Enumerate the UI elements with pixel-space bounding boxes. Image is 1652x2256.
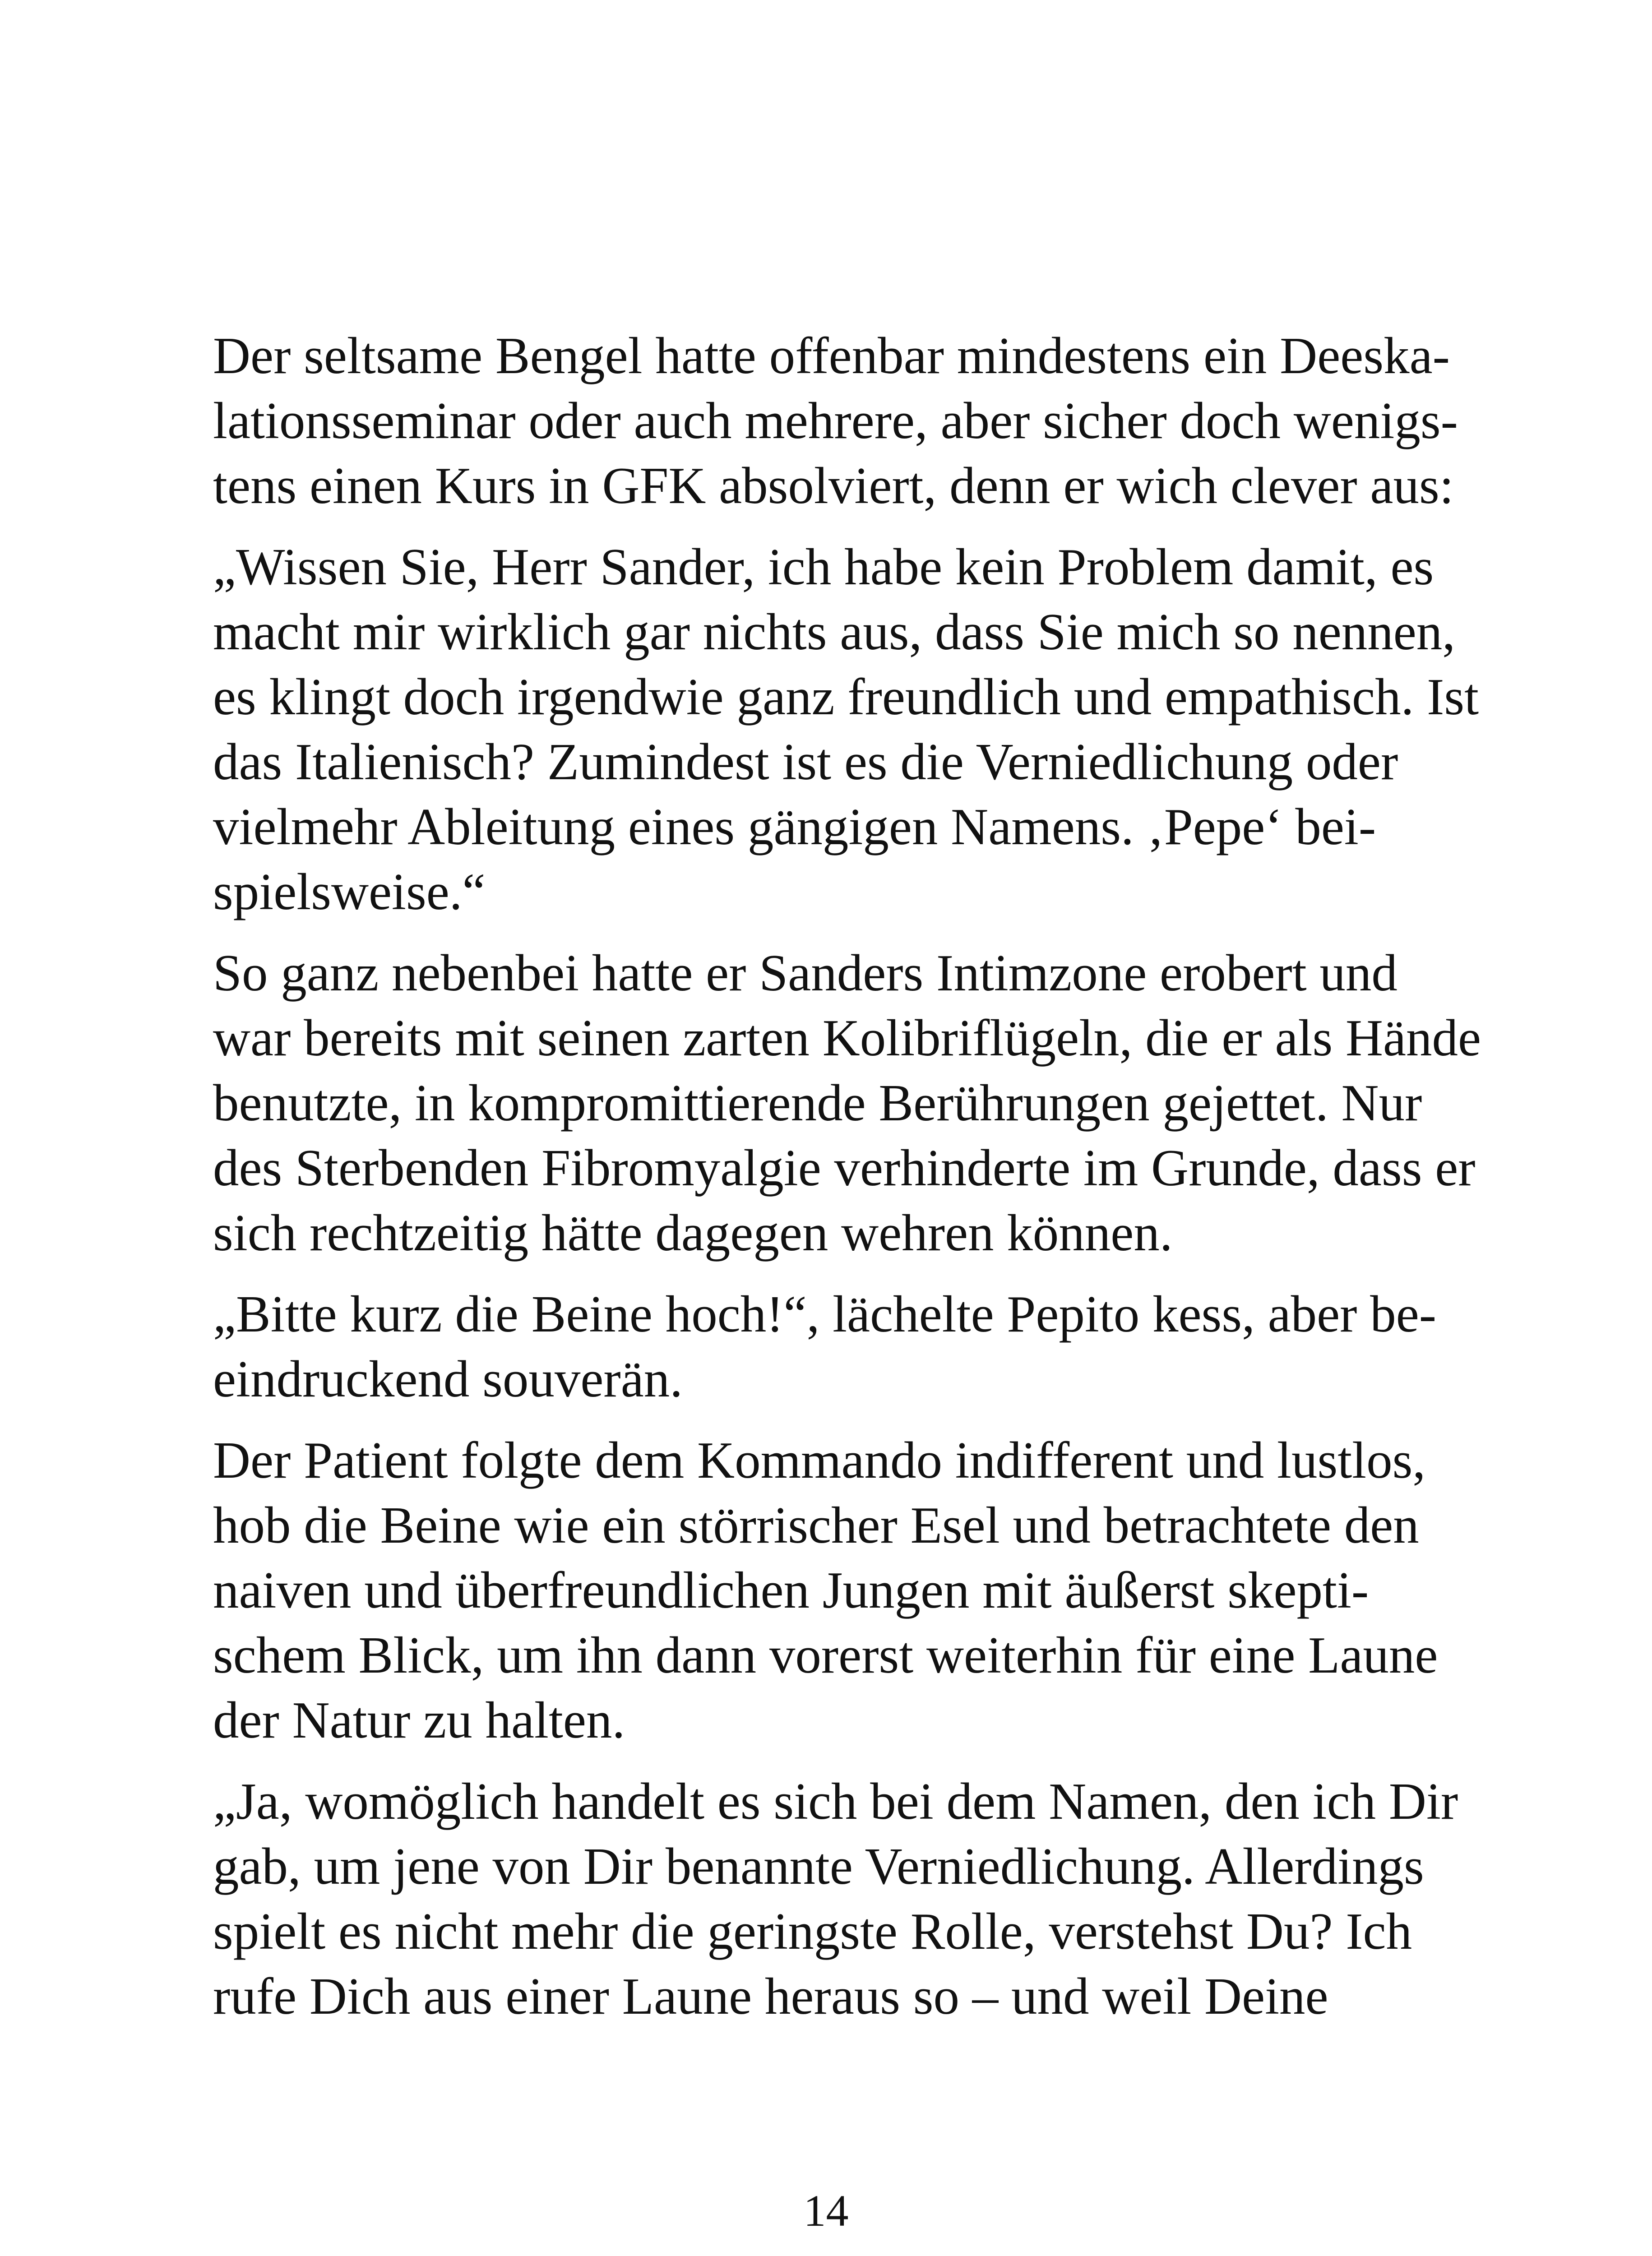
text-line: „Ja, womöglich handelt es sich bei dem Namen, den ich Dir <box>213 1773 1458 1830</box>
text-line: der Natur zu halten. <box>213 1692 625 1749</box>
text-line: des Sterbenden Fibromyalgie verhinderte im Grunde, dass er <box>213 1139 1476 1197</box>
text-line: Der Patient folgte dem Kommando indifferent und lustlos, <box>213 1432 1426 1489</box>
text-line: war bereits mit seinen zarten Kolibriflügeln, die er als Hände <box>213 1009 1481 1067</box>
text-line: spielt es nicht mehr die geringste Rolle, verstehst Du? Ich <box>213 1903 1412 1960</box>
paragraph-5 <box>213 1428 1476 1753</box>
text-line: naiven und überfreundlichen Jungen mit äußerst skepti- <box>213 1562 1369 1619</box>
text-line: benutzte, in kompromittierende Berührungen gejettet. Nur <box>213 1074 1422 1132</box>
text-line: tens einen Kurs in GFK absolviert, denn er wich clever aus: <box>213 457 1454 514</box>
text-line: „Bitte kurz die Beine hoch!“, lächelte Pepito kess, aber be- <box>213 1285 1437 1343</box>
paragraph-2 <box>213 535 1479 925</box>
text-line: eindruckend souverän. <box>213 1350 683 1408</box>
text-line: lationsseminar oder auch mehrere, aber sicher doch wenigs- <box>213 392 1458 449</box>
text-line: schem Blick, um ihn dann vorerst weiterhin für eine Laune <box>213 1627 1438 1684</box>
paragraph-3 <box>213 941 1481 1266</box>
text-line: hob die Beine wie ein störrischer Esel und betrachtete den <box>213 1497 1419 1554</box>
text-line: gab, um jene von Dir benannte Verniedlichung. Allerdings <box>213 1838 1424 1895</box>
text-line: es klingt doch irgendwie ganz freundlich und empathisch. Ist <box>213 668 1479 726</box>
text-line: „Wissen Sie, Herr Sander, ich habe kein Problem damit, es <box>213 538 1434 596</box>
text-line: das Italienisch? Zumindest ist es die Verniedlichung oder <box>213 733 1398 791</box>
text-line: spielsweise.“ <box>213 863 486 920</box>
text-line: So ganz nebenbei hatte er Sanders Intimzone erobert und <box>213 944 1397 1002</box>
page-number: 14 <box>803 2186 849 2236</box>
paragraph-4 <box>213 1282 1476 1412</box>
text-line: vielmehr Ableitung eines gängigen Namens. ‚Pepe‘ bei- <box>213 798 1376 855</box>
paragraph-6 <box>213 1769 1476 2029</box>
text-line: Der seltsame Bengel hatte offenbar mindestens ein Deeska- <box>213 327 1450 384</box>
text-line: macht mir wirklich gar nichts aus, dass Sie mich so nennen, <box>213 603 1456 661</box>
text-line: sich rechtzeitig hätte dagegen wehren können. <box>213 1204 1173 1262</box>
text-line: rufe Dich aus einer Laune heraus so – und weil Deine <box>213 1968 1328 2025</box>
paragraph-1 <box>213 324 1476 518</box>
body-text <box>213 324 1481 2029</box>
